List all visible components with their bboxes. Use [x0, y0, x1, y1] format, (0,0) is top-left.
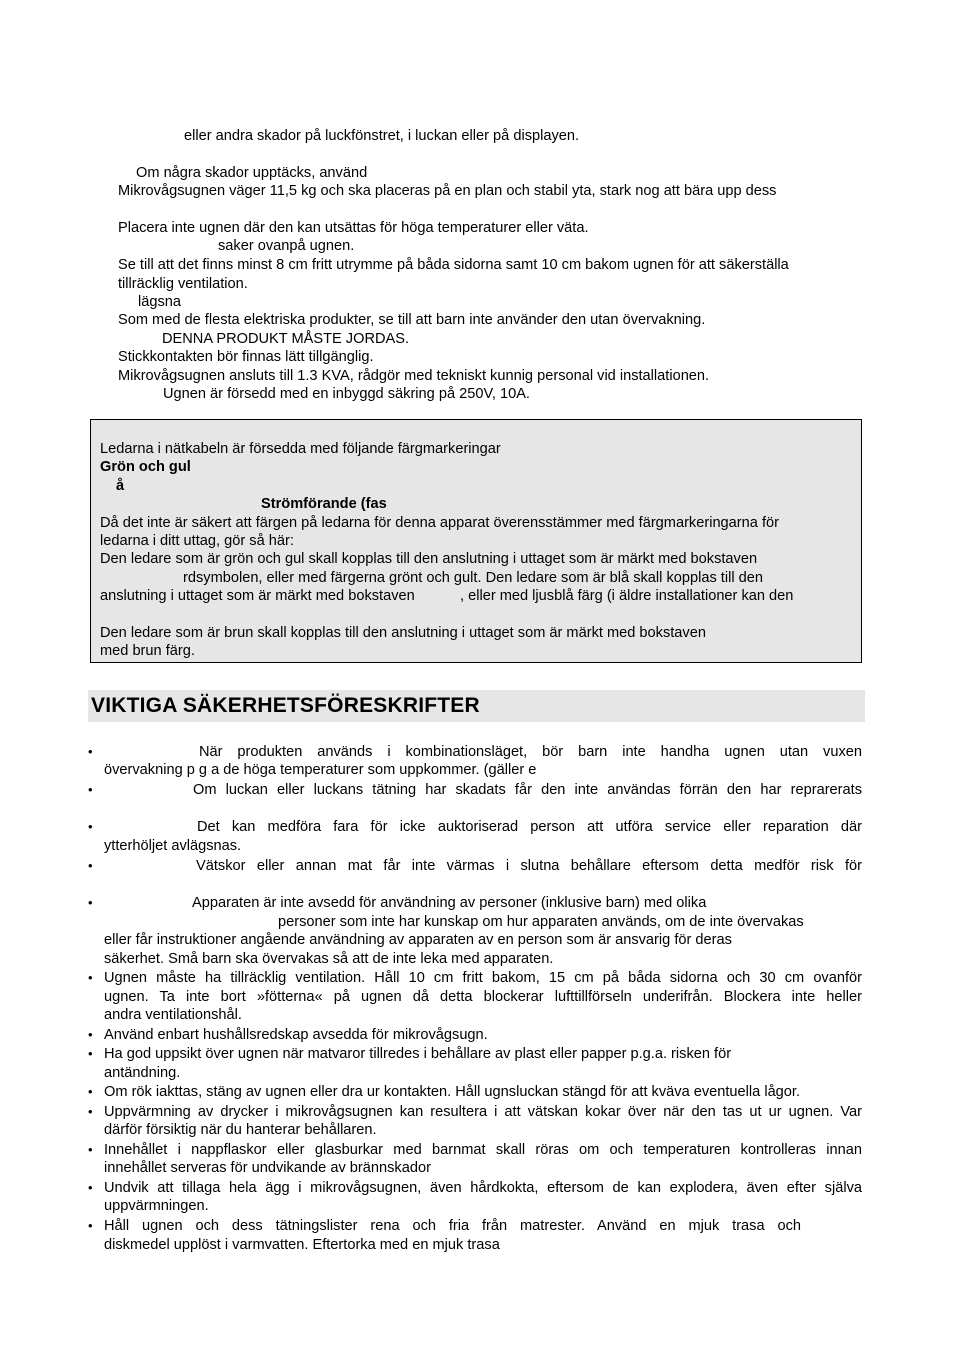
- box-line: , eller med ljusblå färg (i äldre installationer kan den: [460, 588, 794, 604]
- box-line: ledarna i ditt uttag, gör så här:: [100, 533, 294, 549]
- text-line: Ugnen är försedd med en inbyggd säkring på 250V, 10A.: [163, 386, 530, 402]
- bullet-line: Det kan medföra fara för icke auktoriserad person att utföra service eller reparation där: [197, 819, 862, 835]
- bullet-icon: •: [88, 1218, 93, 1233]
- bullet-line: eller får instruktioner angående användning av apparaten av en person som är ansvarig för deras: [104, 932, 732, 948]
- bullet-line: ugnen. Ta inte bort »fötterna« på ugnen då detta blockerar lufttillförseln underifrån. Blockera inte heller: [104, 989, 862, 1005]
- bullet-line: Om rök iakttas, stäng av ugnen eller dra ur kontakten. Håll ugnsluckan stängd för att kväva eventuella lågor.: [104, 1084, 801, 1100]
- bullet-line: Vätskor eller annan mat får inte värmas i slutna behållare eftersom detta medför risk för: [196, 858, 862, 874]
- section-heading-text: VIKTIGA SÄKERHETSFÖRESKRIFTER: [91, 694, 480, 717]
- text-line: Mikrovågsugnen ansluts till 1.3 KVA, rådgör med tekniskt kunnig personal vid installationen.: [118, 368, 710, 384]
- box-line: Ledarna i nätkabeln är försedda med följande färgmarkeringar: [100, 441, 501, 457]
- bullet-icon: •: [88, 1046, 93, 1061]
- bullet-line: uppvärmningen.: [104, 1198, 209, 1214]
- bullet-line: antändning.: [104, 1065, 181, 1081]
- bullet-icon: •: [88, 1084, 93, 1099]
- bullet-line: innehållet serveras för undvikande av brännskador: [104, 1160, 431, 1176]
- text-line: Mikrovågsugnen väger 11,5 kg och ska placeras på en plan och stabil yta, stark nog att bära upp dess: [118, 183, 777, 199]
- box-line-bold: Grön och gul: [100, 459, 191, 475]
- bullet-line: säkerhet. Små barn ska övervakas så att de inte leka med apparaten.: [104, 951, 554, 967]
- bullet-line: När produkten används i kombinationsläget, bör barn inte handha ugnen utan vuxen: [199, 744, 862, 760]
- text-line: Som med de flesta elektriska produkter, se till att barn inte använder den utan övervakning.: [118, 312, 706, 328]
- text-line: DENNA PRODUKT MÅSTE JORDAS.: [162, 331, 410, 347]
- box-line: Den ledare som är grön och gul skall kopplas till den anslutning i uttaget som är märkt med bokstaven: [100, 551, 758, 567]
- text-line: Om några skador upptäcks, använd: [136, 165, 368, 181]
- box-line: med brun färg.: [100, 643, 195, 659]
- bullet-line: Uppvärmning av drycker i mikrovågsugnen kan resultera i att vätskan kokar över när den tas ut ur ugnen. Var: [104, 1104, 862, 1120]
- bullet-line: övervakning p g a de höga temperaturer som uppkommer. (gäller e: [104, 762, 537, 778]
- box-line: Den ledare som är brun skall kopplas till den anslutning i uttaget som är märkt med bokstaven: [100, 625, 706, 641]
- bullet-line: Apparaten är inte avsedd för användning av personer (inklusive barn) med olika: [192, 895, 707, 911]
- bullet-line: Ugnen måste ha tillräcklig ventilation. Håll 10 cm fritt bakom, 15 cm på båda sidorna och 30 cm ovanför: [104, 970, 862, 986]
- box-line: anslutning i uttaget som är märkt med bokstaven: [100, 588, 415, 604]
- text-line: saker ovanpå ugnen.: [218, 238, 355, 254]
- bullet-line: därför försiktig när du hanterar behållaren.: [104, 1122, 377, 1138]
- bullet-line: personer som inte har kunskap om hur apparaten används, om de inte övervakas: [278, 914, 804, 930]
- bullet-icon: •: [88, 1180, 93, 1195]
- bullet-icon: •: [88, 895, 93, 910]
- bullet-icon: •: [88, 1142, 93, 1157]
- bullet-line: andra ventilationshål.: [104, 1007, 242, 1023]
- bullet-line: Håll ugnen och dess tätningslister rena och fria från matrester. Använd en mjuk trasa och: [104, 1218, 801, 1234]
- bullet-line: Undvik att tillaga hela ägg i mikrovågsugnen, även hårdkokta, eftersom de kan explodera, även efter själva: [104, 1180, 862, 1196]
- bullet-icon: •: [88, 970, 93, 985]
- bullet-line: Ha god uppsikt över ugnen när matvaror tillredes i behållare av plast eller papper p.g.a. risken för: [104, 1046, 732, 1062]
- text-line: tillräcklig ventilation.: [118, 276, 248, 292]
- bullet-line: Använd enbart hushållsredskap avsedda för mikrovågsugn.: [104, 1027, 488, 1043]
- bullet-line: Om luckan eller luckans tätning har skadats får den inte användas förrän den har reprarerats: [193, 782, 862, 798]
- text-line: Stickkontakten bör finnas lätt tillgänglig.: [118, 349, 374, 365]
- box-line-bold: Strömförande (fas: [261, 496, 387, 512]
- bullet-icon: •: [88, 1104, 93, 1119]
- bullet-icon: •: [88, 819, 93, 834]
- box-line: rdsymbolen, eller med färgerna grönt och gult. Den ledare som är blå skall kopplas till den: [183, 570, 763, 586]
- section-heading: [88, 690, 865, 722]
- text-line: Se till att det finns minst 8 cm fritt utrymme på båda sidorna samt 10 cm bakom ugnen för att säkerställa: [118, 257, 789, 273]
- bullet-icon: •: [88, 744, 93, 759]
- bullet-line: diskmedel upplöst i varmvatten. Eftertorka med en mjuk trasa: [104, 1237, 500, 1253]
- bullet-icon: •: [88, 782, 93, 797]
- bullet-icon: •: [88, 858, 93, 873]
- bullet-line: ytterhöljet avlägsnas.: [104, 838, 242, 854]
- box-line-bold: å: [116, 478, 125, 494]
- cable-color-info-box: [90, 419, 862, 663]
- text-line: Placera inte ugnen där den kan utsättas för höga temperaturer eller väta.: [118, 220, 589, 236]
- text-line: lägsna: [138, 294, 182, 310]
- text-line: eller andra skador på luckfönstret, i luckan eller på displayen.: [184, 128, 580, 144]
- bullet-line: Innehållet i nappflaskor eller glasburkar med barnmat skall röras om och temperaturen kontrolleras innan: [104, 1142, 862, 1158]
- bullet-icon: •: [88, 1027, 93, 1042]
- box-line: Då det inte är säkert att färgen på ledarna för denna apparat överensstämmer med färgmarkeringarna för: [100, 515, 779, 531]
